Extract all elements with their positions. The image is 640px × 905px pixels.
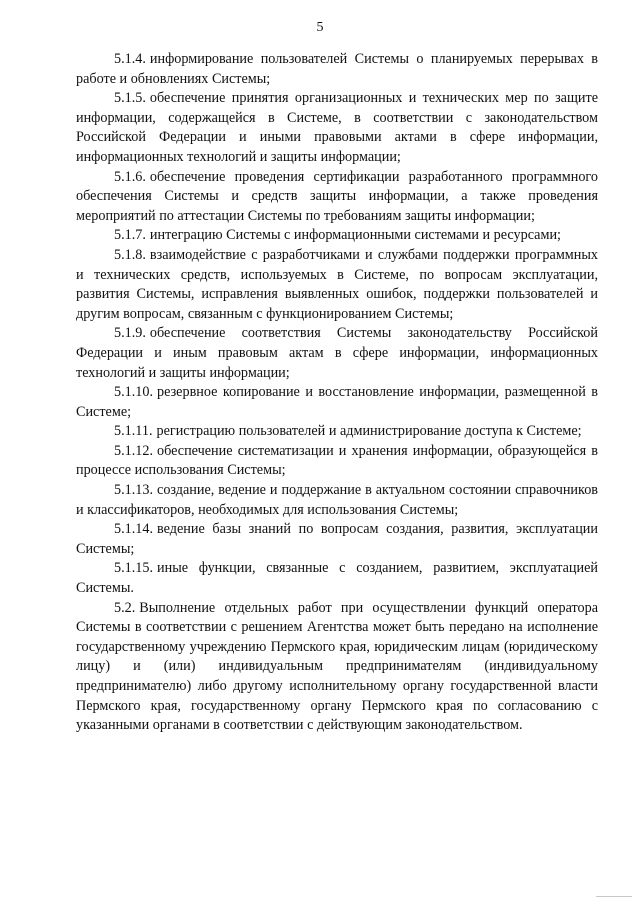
clause-text: интеграцию Системы с информационными системами и ресурсами; [149, 227, 561, 244]
page-number: 5 [316, 20, 324, 35]
clause-text: обеспечение систематизации и хранения информации, образующейся в процессе использования Системы; [76, 442, 598, 479]
clause-number: 5.1.9. [114, 325, 146, 342]
clause-number: 5.1.13. [114, 482, 154, 499]
clause-number: 5.1.7. [114, 227, 146, 244]
paragraph-5-1-11 [76, 422, 598, 442]
clause-number: 5.1.6. [114, 168, 146, 185]
paragraph-5-1-10 [76, 383, 598, 422]
clause-number: 5.1.8. [114, 246, 146, 263]
clause-text: регистрацию пользователей и администрирование доступа к Системе; [156, 423, 582, 440]
clause-text: ведение базы знаний по вопросам создания, развития, эксплуатации Системы; [76, 521, 598, 557]
paragraph-5-2 [76, 599, 598, 736]
document-body [76, 50, 598, 736]
paragraph-5-1-14 [76, 520, 598, 559]
clause-number: 5.1.10. [114, 384, 154, 401]
clause-number: 5.1.12. [114, 442, 154, 459]
clause-text: Выполнение отдельных работ при осуществлении функций оператора Системы в соответствии с решением Агентства может быть передано на исполнение государственному учреждению Пермского края, юридическим лицам (юридическому лицу) и (или) индивидуальным предпринимателям (индивидуальному предпринимателю) либо другому исполнительному органу государственной власти Пермского края, государственному органу Пермского края по согласованию с указанными органами в соответствии с действующим законодательством. [76, 599, 598, 734]
clause-number: 5.1.4. [114, 51, 146, 67]
paragraph-5-1-5 [76, 89, 598, 167]
paragraph-5-1-9 [76, 324, 598, 383]
clause-number: 5.1.14. [114, 521, 154, 538]
paragraph-5-1-13 [76, 481, 598, 520]
paragraph-5-1-6 [76, 168, 598, 227]
clause-text: создание, ведение и поддержание в актуальном состоянии справочников и классификаторов, необходимых для использования Системы; [76, 482, 598, 518]
clause-number: 5.1.5. [114, 90, 146, 107]
clause-number: 5.1.15. [114, 560, 154, 577]
clause-text: обеспечение соответствия Системы законодательству Российской Федерации и иным правовым актам в сфере информации, информационных технологий и защиты информации; [76, 325, 598, 381]
paragraph-5-1-4 [76, 50, 598, 89]
clause-text: резервное копирование и восстановление информации, размещенной в Системе; [76, 384, 598, 420]
clause-text: взаимодействие с разработчиками и службами поддержки программных и технических средств, используемых в Системе, по вопросам эксплуатации, развития Системы, исправления выявленных ошибок, поддержки пользователей и другим вопросам, связанным с функционированием Системы; [76, 246, 598, 322]
paragraph-5-1-8 [76, 246, 598, 324]
clause-text: иные функции, связанные с созданием, развитием, эксплуатацией Системы. [76, 560, 598, 597]
paragraph-5-1-15 [76, 559, 598, 598]
paragraph-5-1-12 [76, 442, 598, 481]
clause-number: 5.1.11. [114, 423, 153, 440]
clause-text: информирование пользователей Системы о планируемых перерывах в работе и обновлениях Системы; [76, 51, 598, 87]
clause-number: 5.2. [114, 599, 136, 616]
scan-edge-mark [596, 896, 632, 897]
clause-text: обеспечение проведения сертификации разработанного программного обеспечения Системы и средств защиты информации, а также проведения мероприятий по аттестации Системы по требованиям защиты информации; [76, 168, 598, 224]
clause-text: обеспечение принятия организационных и технических мер по защите информации, содержащейся в Системе, в соответствии с законодательством Российской Федерации и иными правовыми актами в сфере информации, информационных технологий и защиты информации; [76, 90, 598, 165]
paragraph-5-1-7 [76, 226, 598, 246]
